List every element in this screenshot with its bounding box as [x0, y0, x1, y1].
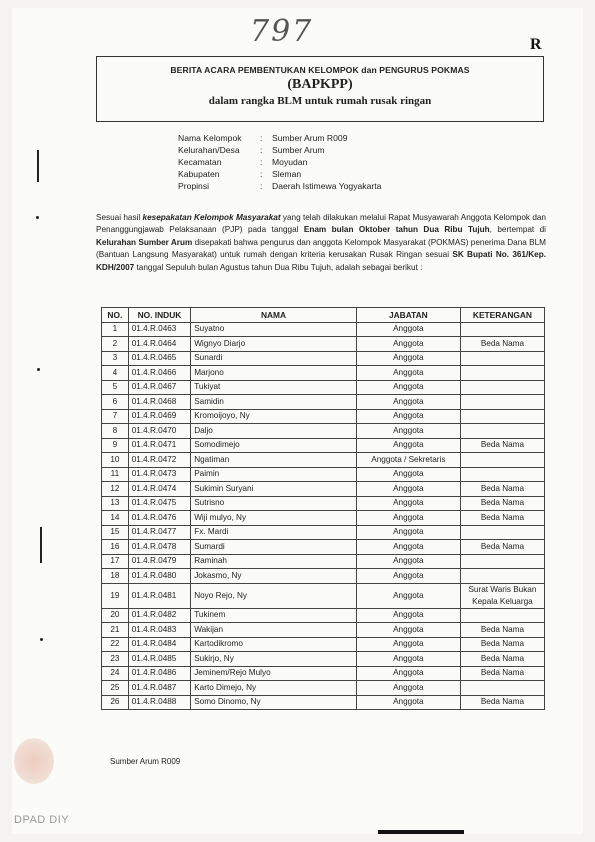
- table-row: [102, 366, 545, 381]
- table-row: [102, 380, 545, 395]
- info-label: Nama Kelompok: [178, 133, 242, 143]
- title-line-3: dalam rangka BLM untuk rumah rusak ringan: [208, 95, 432, 107]
- table-row: [102, 322, 545, 337]
- cell-keterangan: Beda Nama: [460, 637, 544, 652]
- cell-induk: 01.4.R.0465: [128, 351, 190, 366]
- cell-induk: 01.4.R.0469: [128, 409, 190, 424]
- cell-induk: 01.4.R.0470: [128, 424, 190, 439]
- table-row: [102, 351, 545, 366]
- cell-no: 7: [102, 409, 129, 424]
- cell-jabatan: Anggota: [356, 652, 460, 667]
- margin-dot: [40, 638, 43, 641]
- cell-jabatan: Anggota: [356, 637, 460, 652]
- cell-nama: Daljo: [191, 424, 357, 439]
- cell-nama: Tukiyat: [191, 380, 357, 395]
- cell-induk: 01.4.R.0464: [128, 337, 190, 352]
- cell-nama: Tukinem: [191, 608, 357, 623]
- cell-no: 26: [102, 695, 129, 710]
- margin-mark: [37, 150, 39, 182]
- cell-jabatan: Anggota: [356, 666, 460, 681]
- cell-jabatan: Anggota: [356, 525, 460, 540]
- cell-keterangan: [460, 366, 544, 381]
- cell-keterangan: [460, 554, 544, 569]
- table-row: [102, 554, 545, 569]
- cell-nama: Wignyo Diarjo: [191, 337, 357, 352]
- cell-nama: Fx. Mardi: [191, 525, 357, 540]
- table-row: [102, 569, 545, 584]
- header-no: NO.: [102, 308, 129, 323]
- cell-keterangan: [460, 409, 544, 424]
- info-row: Kabupaten : Sleman: [178, 169, 302, 179]
- cell-keterangan: Beda Nama: [460, 337, 544, 352]
- table-row: [102, 409, 545, 424]
- cell-no: 19: [102, 583, 129, 608]
- cell-jabatan: Anggota: [356, 351, 460, 366]
- cell-keterangan: [460, 322, 544, 337]
- cell-keterangan: [460, 467, 544, 482]
- cell-induk: 01.4.R.0481: [128, 583, 190, 608]
- info-row: Propinsi : Daerah Istimewa Yogyakarta: [178, 181, 382, 191]
- cell-nama: Noyo Rejo, Ny: [191, 583, 357, 608]
- title-box: [96, 56, 544, 122]
- cell-nama: Paimin: [191, 467, 357, 482]
- cell-nama: Somo Dinomo, Ny: [191, 695, 357, 710]
- header-nama: NAMA: [191, 308, 357, 323]
- cell-induk: 01.4.R.0466: [128, 366, 190, 381]
- cell-induk: 01.4.R.0483: [128, 623, 190, 638]
- cell-nama: Kromoijoyo, Ny: [191, 409, 357, 424]
- cell-jabatan: Anggota: [356, 322, 460, 337]
- group-info: [178, 132, 381, 192]
- cell-jabatan: Anggota: [356, 554, 460, 569]
- cell-nama: Samidin: [191, 395, 357, 410]
- intro-paragraph: Sesuai hasil kesepakatan Kelompok Masyarakat yang telah dilakukan melalui Rapat Musyawarah Anggota Kelompok dan Penanggungjawab Pelaksanaan (PJP) pada tanggal Enam bulan Oktober tahun Dua Ribu Tujuh, bertempat di Kelurahan Sumber Arum disepakati bahwa pengurus dan anggota Kelompok Masyarakat (POKMAS) penerima Dana BLM (Bantuan Langsung Masyarakat) untuk rumah dengan kriteria kerusakan Rusak Ringan sesuai SK Bupati No. 361/Kep. KDH/2007 tanggal Sepuluh bulan Agustus tahun Dua Ribu Tujuh, adalah sebagai berikut :: [96, 213, 547, 272]
- table-row: [102, 637, 545, 652]
- cell-induk: 01.4.R.0475: [128, 496, 190, 511]
- table-row: [102, 525, 545, 540]
- member-table: [101, 307, 545, 710]
- cell-jabatan: Anggota: [356, 496, 460, 511]
- cell-jabatan: Anggota: [356, 695, 460, 710]
- cell-induk: 01.4.R.0474: [128, 482, 190, 497]
- bottom-bar: [378, 830, 464, 834]
- cell-keterangan: Beda Nama: [460, 496, 544, 511]
- cell-jabatan: Anggota: [356, 438, 460, 453]
- table-row: [102, 496, 545, 511]
- cell-no: 5: [102, 380, 129, 395]
- cell-induk: 01.4.R.0485: [128, 652, 190, 667]
- cell-keterangan: [460, 380, 544, 395]
- cell-keterangan: [460, 395, 544, 410]
- cell-no: 4: [102, 366, 129, 381]
- cell-nama: Jokasmo, Ny: [191, 569, 357, 584]
- table-row: [102, 395, 545, 410]
- cell-no: 14: [102, 511, 129, 526]
- corner-letter: R: [530, 36, 542, 53]
- watermark: DPAD DIY: [14, 814, 70, 826]
- table-row: [102, 652, 545, 667]
- cell-induk: 01.4.R.0479: [128, 554, 190, 569]
- cell-nama: Raminah: [191, 554, 357, 569]
- cell-no: 3: [102, 351, 129, 366]
- cell-jabatan: Anggota: [356, 681, 460, 696]
- info-row: Kelurahan/Desa : Sumber Arum: [178, 145, 325, 155]
- table-row: [102, 337, 545, 352]
- info-label: Propinsi: [178, 181, 210, 191]
- cell-keterangan: [460, 525, 544, 540]
- cell-induk: 01.4.R.0482: [128, 608, 190, 623]
- table-row: [102, 438, 545, 453]
- cell-no: 12: [102, 482, 129, 497]
- info-value: Daerah Istimewa Yogyakarta: [272, 181, 382, 191]
- cell-no: 9: [102, 438, 129, 453]
- cell-no: 21: [102, 623, 129, 638]
- cell-no: 20: [102, 608, 129, 623]
- info-row: Kecamatan : Moyudan: [178, 157, 308, 167]
- info-row: Nama Kelompok : Sumber Arum R009: [178, 133, 348, 143]
- info-value: Moyudan: [272, 157, 308, 167]
- cell-induk: 01.4.R.0472: [128, 453, 190, 468]
- cell-induk: 01.4.R.0478: [128, 540, 190, 555]
- cell-no: 11: [102, 467, 129, 482]
- cell-no: 1: [102, 322, 129, 337]
- cell-induk: 01.4.R.0488: [128, 695, 190, 710]
- cell-nama: Sukimin Suryani: [191, 482, 357, 497]
- cell-no: 18: [102, 569, 129, 584]
- info-label: Kecamatan: [178, 157, 222, 167]
- cell-nama: Marjono: [191, 366, 357, 381]
- table-row: [102, 666, 545, 681]
- table-row: [102, 511, 545, 526]
- cell-jabatan: Anggota: [356, 511, 460, 526]
- table-row: [102, 695, 545, 710]
- cell-jabatan: Anggota: [356, 608, 460, 623]
- cell-keterangan: [460, 681, 544, 696]
- cell-nama: Somodimejo: [191, 438, 357, 453]
- cell-keterangan: Beda Nama: [460, 695, 544, 710]
- cell-keterangan: Surat Waris Bukan Kepala Keluarga: [460, 583, 544, 608]
- cell-jabatan: Anggota: [356, 482, 460, 497]
- cell-jabatan: Anggota: [356, 424, 460, 439]
- cell-jabatan: Anggota: [356, 366, 460, 381]
- header-induk: NO. INDUK: [128, 308, 190, 323]
- cell-nama: Wiji mulyo, Ny: [191, 511, 357, 526]
- cell-nama: Sunardi: [191, 351, 357, 366]
- table-row: [102, 608, 545, 623]
- footer-group-name: Sumber Arum R009: [110, 757, 181, 766]
- cell-no: 8: [102, 424, 129, 439]
- cell-nama: Jeminem/Rejo Mulyo: [191, 666, 357, 681]
- table-row: [102, 540, 545, 555]
- table-header-row: [102, 308, 545, 323]
- cell-induk: 01.4.R.0476: [128, 511, 190, 526]
- table-row: [102, 467, 545, 482]
- info-value: Sleman: [272, 169, 302, 179]
- cell-no: 10: [102, 453, 129, 468]
- cell-keterangan: Beda Nama: [460, 652, 544, 667]
- cell-no: 15: [102, 525, 129, 540]
- table-row: [102, 453, 545, 468]
- cell-nama: Ngatiman: [191, 453, 357, 468]
- cell-keterangan: [460, 569, 544, 584]
- margin-dot: [37, 368, 40, 371]
- cell-jabatan: Anggota: [356, 467, 460, 482]
- cell-keterangan: Beda Nama: [460, 623, 544, 638]
- cell-jabatan: Anggota: [356, 337, 460, 352]
- cell-jabatan: Anggota: [356, 409, 460, 424]
- cell-nama: Kartodikromo: [191, 637, 357, 652]
- cell-induk: 01.4.R.0484: [128, 637, 190, 652]
- cell-induk: 01.4.R.0480: [128, 569, 190, 584]
- table-row: [102, 681, 545, 696]
- cell-no: 6: [102, 395, 129, 410]
- cell-induk: 01.4.R.0467: [128, 380, 190, 395]
- header-keterangan: KETERANGAN: [460, 308, 544, 323]
- cell-no: 25: [102, 681, 129, 696]
- cell-no: 2: [102, 337, 129, 352]
- cell-no: 23: [102, 652, 129, 667]
- cell-keterangan: [460, 608, 544, 623]
- cell-keterangan: Beda Nama: [460, 438, 544, 453]
- margin-dot: [36, 216, 39, 219]
- table-row: [102, 424, 545, 439]
- cell-keterangan: [460, 424, 544, 439]
- cell-keterangan: [460, 453, 544, 468]
- info-value: Sumber Arum R009: [272, 133, 348, 143]
- cell-induk: 01.4.R.0471: [128, 438, 190, 453]
- cell-jabatan: Anggota: [356, 380, 460, 395]
- cell-keterangan: Beda Nama: [460, 540, 544, 555]
- cell-nama: Sutrisno: [191, 496, 357, 511]
- header-jabatan: JABATAN: [356, 308, 460, 323]
- cell-nama: Suyatno: [191, 322, 357, 337]
- info-label: Kelurahan/Desa: [178, 145, 240, 155]
- cell-induk: 01.4.R.0486: [128, 666, 190, 681]
- table-row: [102, 482, 545, 497]
- cell-no: 13: [102, 496, 129, 511]
- cell-no: 17: [102, 554, 129, 569]
- cell-nama: Wakijan: [191, 623, 357, 638]
- cell-keterangan: Beda Nama: [460, 666, 544, 681]
- cell-keterangan: Beda Nama: [460, 482, 544, 497]
- cell-nama: Sukirjo, Ny: [191, 652, 357, 667]
- cell-induk: 01.4.R.0468: [128, 395, 190, 410]
- cell-induk: 01.4.R.0487: [128, 681, 190, 696]
- title-line-1: BERITA ACARA PEMBENTUKAN KELOMPOK dan PENGURUS POKMAS: [170, 65, 470, 75]
- cell-no: 16: [102, 540, 129, 555]
- cell-jabatan: Anggota: [356, 569, 460, 584]
- cell-nama: Karto Dimejo, Ny: [191, 681, 357, 696]
- cell-jabatan: Anggota: [356, 540, 460, 555]
- info-value: Sumber Arum: [272, 145, 325, 155]
- cell-induk: 01.4.R.0463: [128, 322, 190, 337]
- cell-nama: Sumardi: [191, 540, 357, 555]
- margin-mark: [40, 527, 42, 563]
- cell-jabatan: Anggota: [356, 395, 460, 410]
- title-line-2: (BAPKPP): [287, 77, 353, 92]
- cell-no: 22: [102, 637, 129, 652]
- table-row: [102, 623, 545, 638]
- cell-jabatan: Anggota: [356, 623, 460, 638]
- cell-jabatan: Anggota: [356, 583, 460, 608]
- handwritten-number: 797: [250, 14, 314, 49]
- cell-keterangan: Beda Nama: [460, 511, 544, 526]
- cell-no: 24: [102, 666, 129, 681]
- cell-induk: 01.4.R.0477: [128, 525, 190, 540]
- cell-keterangan: [460, 351, 544, 366]
- table-row: [102, 583, 545, 608]
- cell-jabatan: Anggota / Sekretaris: [356, 453, 460, 468]
- stamp-seal: [14, 738, 54, 784]
- info-label: Kabupaten: [178, 169, 220, 179]
- cell-induk: 01.4.R.0473: [128, 467, 190, 482]
